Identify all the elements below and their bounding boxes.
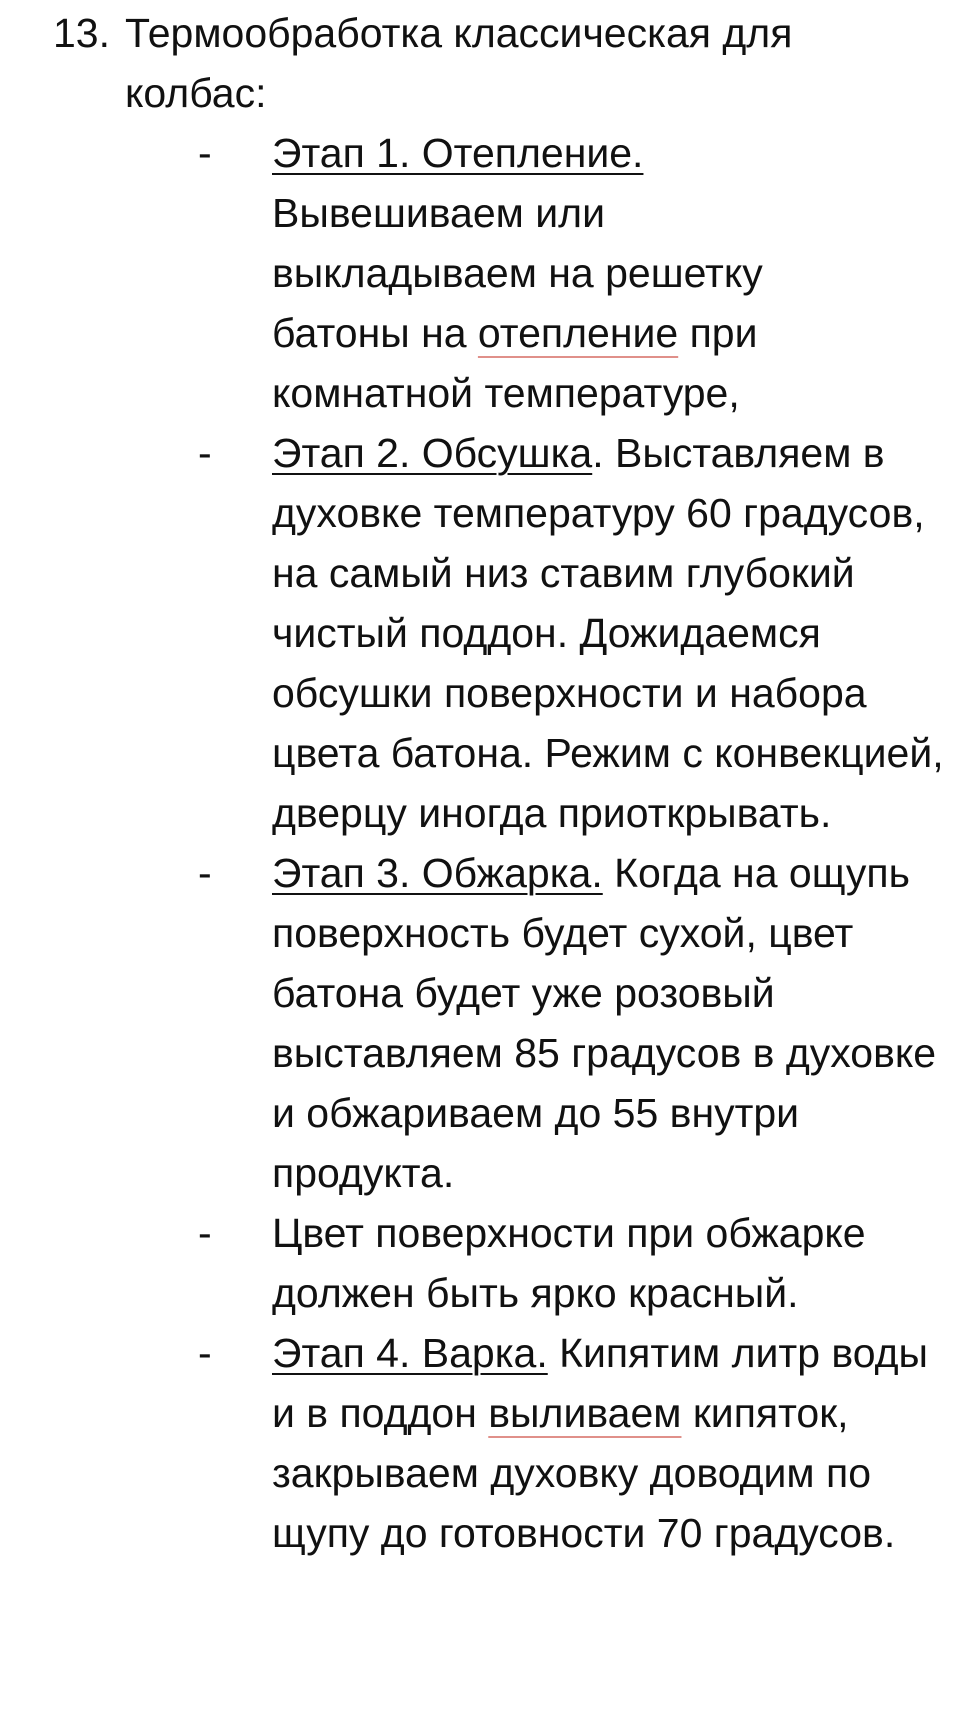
- dash-bullet: -: [198, 1210, 212, 1256]
- step-3-heading: Этап 3. Обжарка.: [272, 850, 603, 896]
- step-3-text: Когда на ощупь поверхность будет сухой, цвет батона будет уже розовый выставляем 85 градусов в духовке и обжариваем до 55 внутри продукта.: [272, 850, 937, 1196]
- spellcheck-flagged-word[interactable]: выливаем: [488, 1390, 682, 1436]
- step-4: [0, 1323, 977, 1563]
- item-number: 13.: [53, 10, 110, 56]
- step-4-text-after: кипяток, закрываем духовку доводим по щупу до готовности 70 градусов.: [272, 1390, 896, 1556]
- spellcheck-flagged-word[interactable]: отепление: [477, 310, 679, 356]
- step-3: [0, 843, 977, 1203]
- dash-bullet: -: [198, 130, 212, 176]
- step-1: [0, 123, 977, 423]
- dash-bullet: -: [198, 1330, 212, 1376]
- step-2-text: . Выставляем в духовке температуру 60 градусов, на самый низ ставим глубокий чистый поддон. Дожидаемся обсушки поверхности и набора цвета батона. Режим с конвекцией, дверцу иногда приоткрывать.: [272, 430, 944, 836]
- step-4-text: Кипятим литр воды и в поддон: [272, 1330, 929, 1436]
- color-note-text: Цвет поверхности при обжарке должен быть ярко красный.: [272, 1210, 866, 1316]
- step-color-note: [0, 1203, 977, 1323]
- step-1-text-after: при комнатной температуре,: [272, 310, 758, 416]
- item-title: Термообработка классическая для колбас:: [125, 10, 793, 116]
- step-1-line-1: Вывешиваем или: [272, 190, 605, 236]
- step-2-heading: Этап 2. Обсушка: [272, 430, 593, 476]
- document-page: [0, 3, 977, 1563]
- step-2: [0, 423, 977, 843]
- step-4-heading: Этап 4. Варка.: [272, 1330, 548, 1376]
- step-1-line-3: батоны на: [272, 310, 478, 356]
- list-item-13: [0, 3, 977, 123]
- step-1-line-2: выкладываем на решетку: [272, 250, 763, 296]
- step-1-heading: Этап 1. Отепление.: [272, 130, 644, 176]
- dash-bullet: -: [198, 430, 212, 476]
- steps-list: [0, 123, 977, 1563]
- dash-bullet: -: [198, 850, 212, 896]
